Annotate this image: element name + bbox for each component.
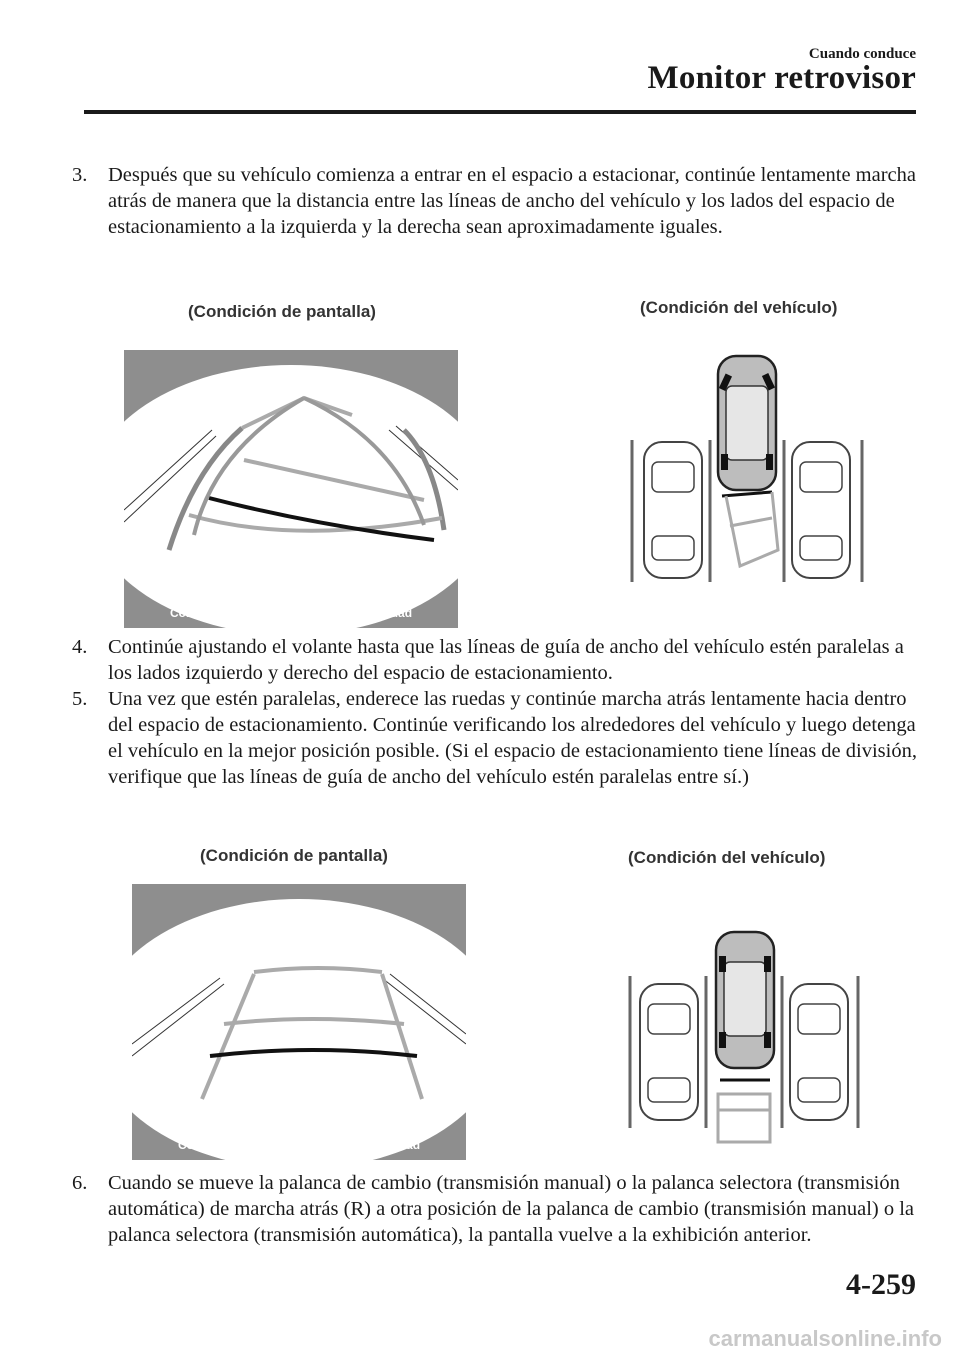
watermark-text: carmanualsonline.info <box>708 1326 942 1351</box>
step-text: Una vez que estén paralelas, enderece las ruedas y continúe marcha atrás lentamente hacia dentro del espacio de estacionamiento. Continúe verificando los alrededores del vehículo y luego detenga el vehículo en la mejor posición posible. (Si el espacio de estacionamiento tiene líneas de división, verifique que las líneas de guía de ancho del vehículo estén paralelas entre sí.) <box>108 688 917 788</box>
step-text: Continúe ajustando el volante hasta que las líneas de guía de ancho del vehículo estén paralelas a los lados izquierdo y derecho del espacio de estacionamiento. <box>108 636 904 684</box>
vehicle-topdown-illustration <box>622 926 872 1146</box>
camera-view-graphic <box>132 884 466 1160</box>
step-6 <box>72 1170 920 1248</box>
step-number: 6. <box>72 1172 88 1194</box>
screen-condition-caption: (Condición de pantalla) <box>188 302 376 321</box>
section-label: Cuando conduce <box>808 46 916 62</box>
vehicle-condition-caption: (Condición del vehículo) <box>628 848 826 867</box>
step-5 <box>72 686 920 790</box>
parking-topdown-graphic <box>622 926 872 1146</box>
parking-topdown-graphic <box>622 350 872 586</box>
screen-condition-caption: (Condición de pantalla) <box>200 846 388 865</box>
step-text: Cuando se mueve la palanca de cambio (transmisión manual) o la palanca selectora (transmisión automática) de marcha atrás (R) a otra posición de la palanca de cambio (transmisión manual) o la palanca selectora (transmisión automática), la pantalla vuelve a la exhibición anterior. <box>108 1172 915 1246</box>
step-4 <box>72 634 920 686</box>
vehicle-topdown-illustration <box>622 350 872 586</box>
safety-caution-text: Compruebe los alrededores por seguridad <box>169 606 413 620</box>
header-divider <box>84 110 916 114</box>
camera-view-graphic <box>124 350 458 628</box>
step-number: 4. <box>72 636 88 658</box>
camera-screen-illustration <box>132 884 466 1160</box>
camera-screen-illustration <box>124 350 458 628</box>
vehicle-condition-caption: (Condición del vehículo) <box>640 298 838 317</box>
step-text: Después que su vehículo comienza a entrar en el espacio a estacionar, continúe lentamente marcha atrás de manera que la distancia entre las líneas de ancho del vehículo y los lados del espacio de estacionamiento a la izquierda y la derecha sean aproximadamente iguales. <box>108 164 916 238</box>
step-number: 3. <box>72 164 88 186</box>
step-3 <box>72 162 920 240</box>
page-title: Monitor retrovisor <box>647 60 916 96</box>
safety-caution-text: Compruebe los alrededores por seguridad <box>177 1138 421 1152</box>
page-number: 4-259 <box>846 1268 916 1301</box>
step-number: 5. <box>72 688 88 710</box>
